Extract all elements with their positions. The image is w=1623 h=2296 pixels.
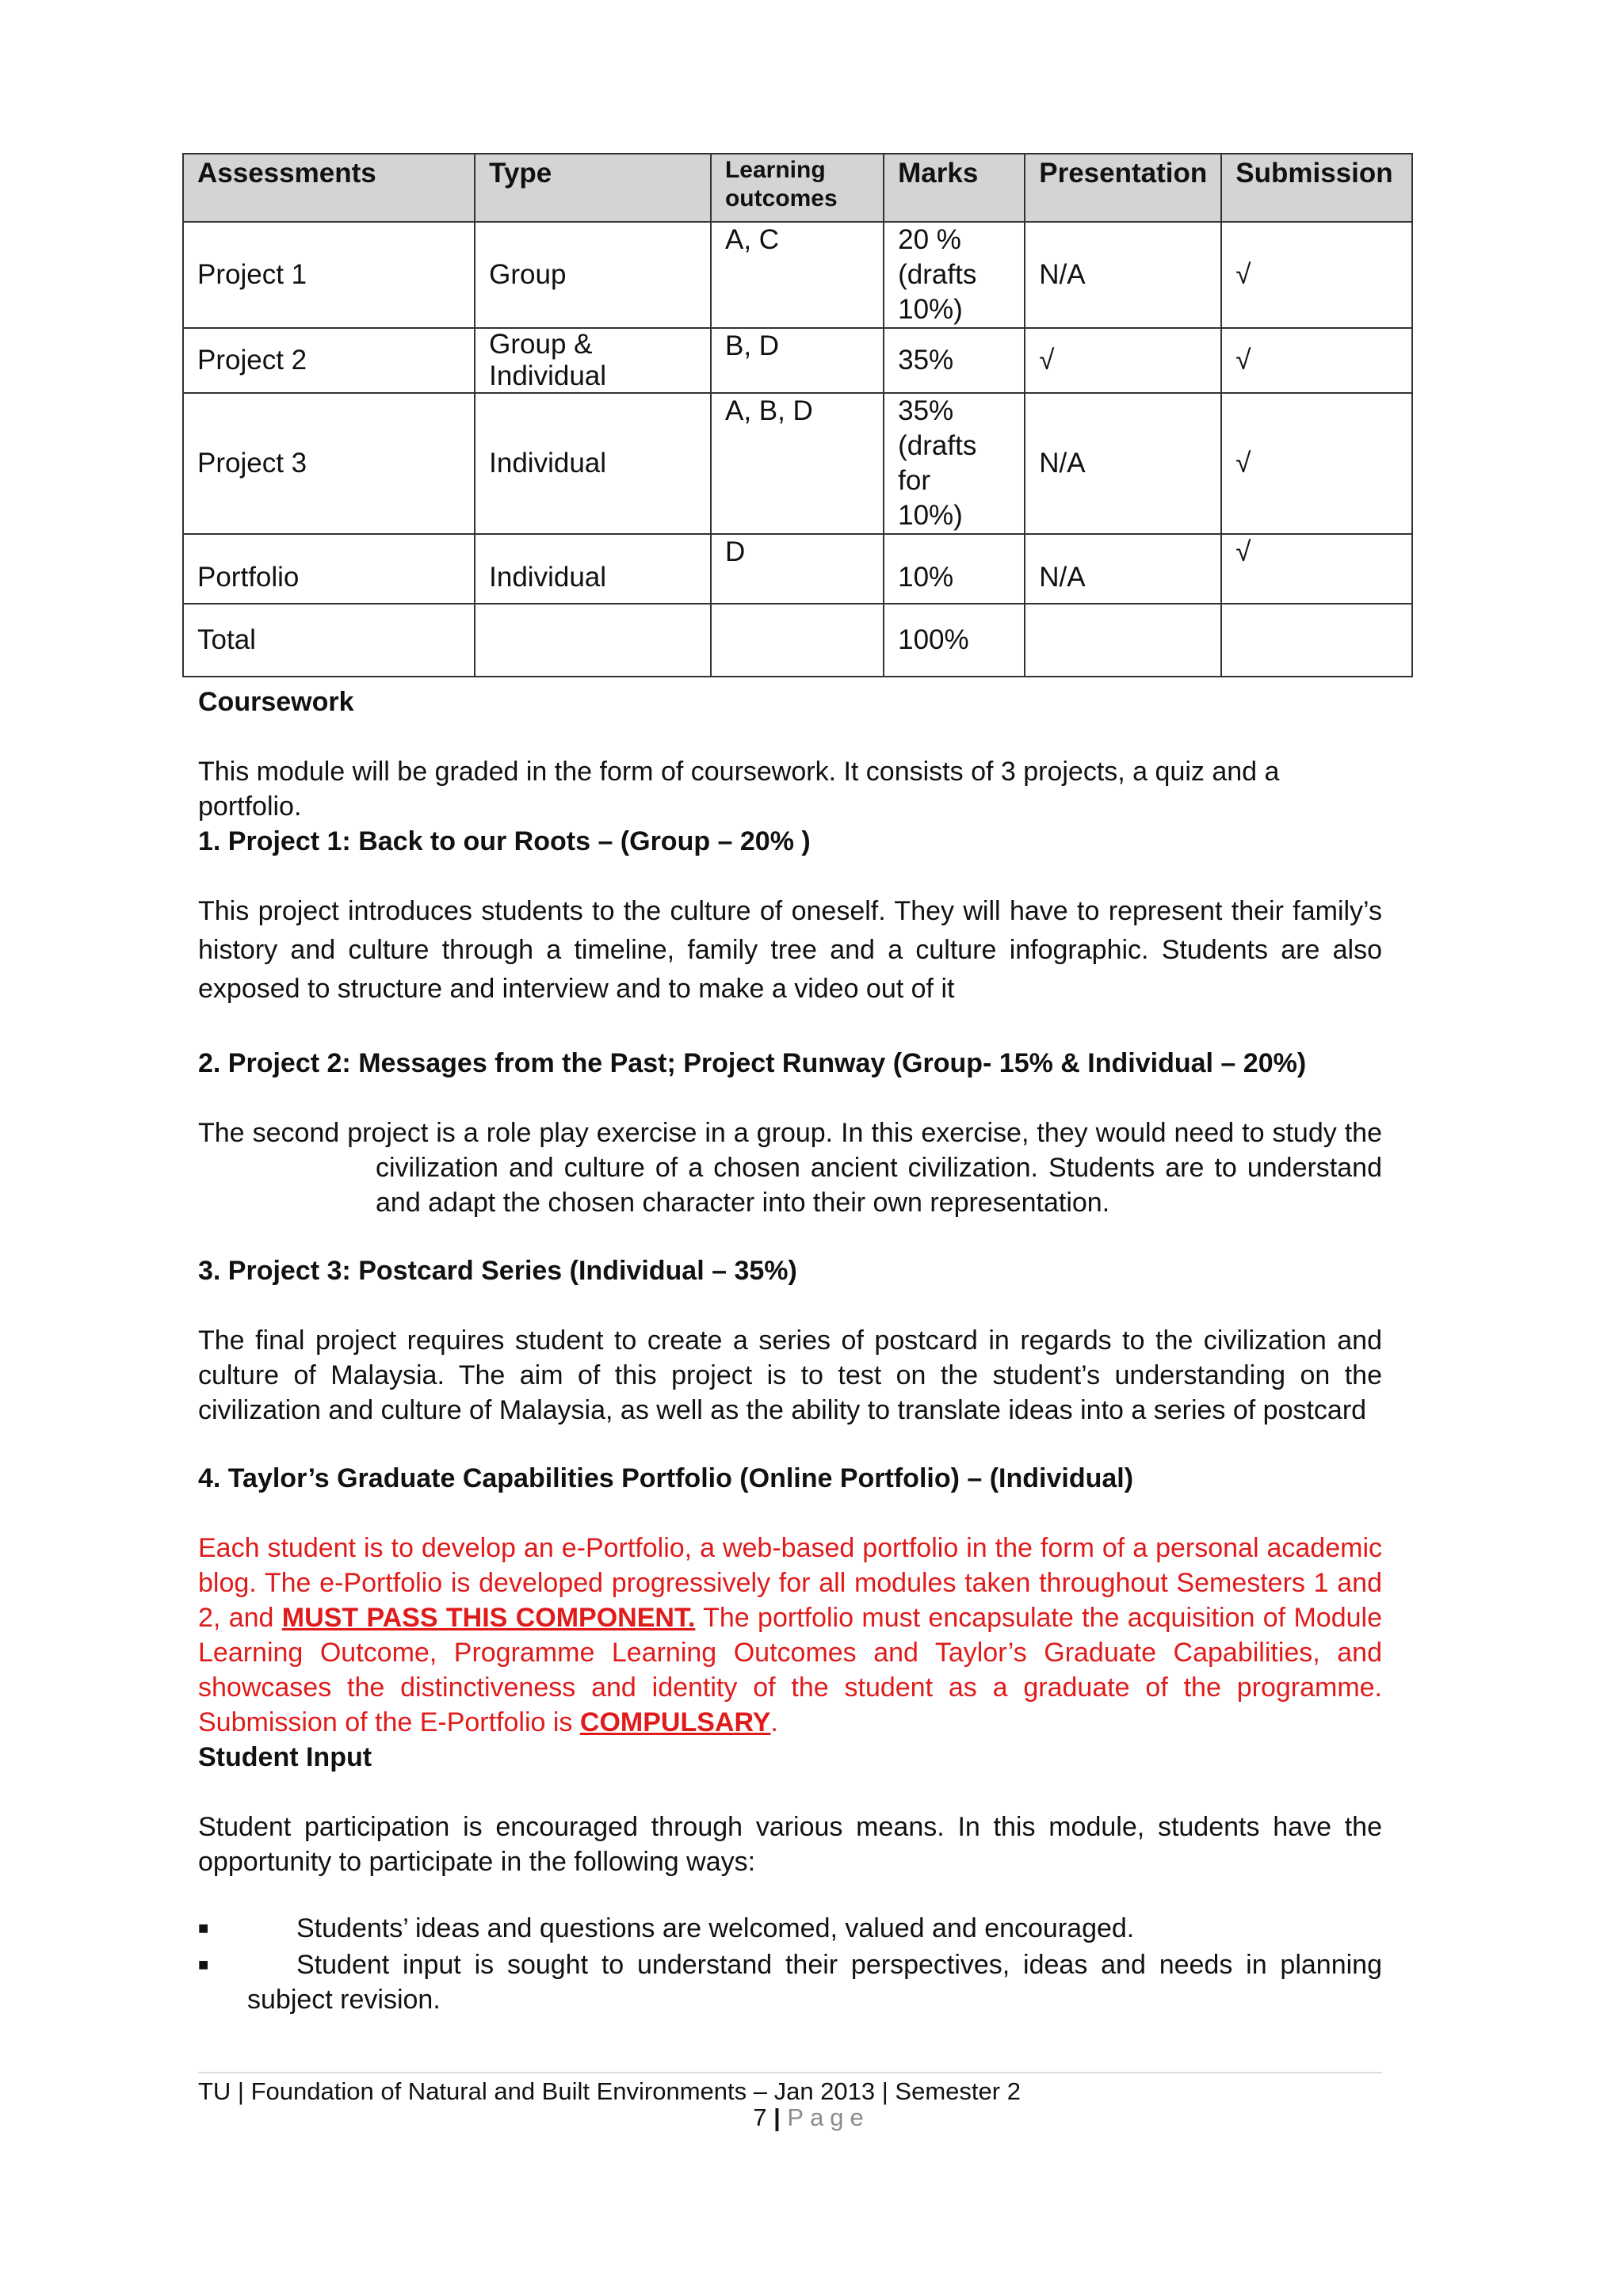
table-row bbox=[183, 222, 1412, 328]
project1-text: This project introduces students to the culture of oneself. They will have to represent their family’s history and culture through a timeline, family tree and a culture infographic. Students are also exposed to structure and interview and to make a video out of it bbox=[198, 896, 1382, 1004]
marks-line: 20 % bbox=[898, 224, 961, 255]
table-header-row bbox=[183, 154, 1412, 222]
cell-assessment: Total bbox=[183, 604, 475, 677]
project4-text-a: Each student is to develop an e-Portfolio, a web-based portfolio in the form of a personal academic blog. The e-Portfolio is developed progressively for all modules taken throughout Semesters 1 and 2, and bbox=[198, 1533, 1382, 1633]
cell-marks: 100% bbox=[884, 604, 1025, 677]
cell-presentation: √ bbox=[1025, 328, 1221, 393]
page-number bbox=[0, 2103, 1623, 2132]
cell-type: Individual bbox=[475, 534, 711, 604]
compulsary-emphasis: COMPULSARY bbox=[579, 1707, 771, 1737]
project2-heading: 2. Project 2: Messages from the Past; Project Runway (Group- 15% & Individual – 20%) bbox=[198, 1048, 1307, 1078]
cell-assessment: Project 1 bbox=[183, 222, 475, 328]
cell-presentation: N/A bbox=[1025, 534, 1221, 604]
header-presentation: Presentation bbox=[1025, 154, 1221, 222]
cell-presentation: N/A bbox=[1025, 222, 1221, 328]
cell-submission: √ bbox=[1221, 393, 1412, 534]
square-bullet-icon: ■ bbox=[198, 1955, 209, 1974]
footer-divider bbox=[198, 2072, 1382, 2073]
header-learning-outcomes: Learning outcomes bbox=[711, 154, 884, 222]
cell-outcomes: A, C bbox=[711, 222, 884, 328]
header-assessments: Assessments bbox=[183, 154, 475, 222]
marks-line: 10%) bbox=[898, 294, 963, 325]
cell-marks: 35% bbox=[884, 328, 1025, 393]
cell-outcomes: B, D bbox=[711, 328, 884, 393]
list-item bbox=[198, 1911, 1382, 1946]
list-item bbox=[198, 1947, 1382, 2017]
cell-marks: 10% bbox=[884, 534, 1025, 604]
cell-type: Group & Individual bbox=[475, 328, 711, 393]
cell-submission: √ bbox=[1221, 222, 1412, 328]
cell-marks bbox=[884, 222, 1025, 328]
project1-heading: 1. Project 1: Back to our Roots – (Group – 20% ) bbox=[198, 826, 811, 856]
marks-line: (drafts bbox=[898, 259, 977, 290]
bullet-text: Students’ ideas and questions are welcomed, valued and encouraged. bbox=[296, 1913, 1135, 1943]
footer-text: TU | Foundation of Natural and Built Environments – Jan 2013 | Semester 2 bbox=[198, 2077, 1021, 2105]
coursework-heading: Coursework bbox=[198, 687, 354, 717]
project3-text: The final project requires student to create a series of postcard in regards to the civilization and culture of Malaysia. The aim of this project is to test on the student’s understanding on the civilization and culture of Malaysia, as well as the ability to translate ideas into a series of postcard bbox=[198, 1325, 1382, 1425]
cell-assessment: Project 3 bbox=[183, 393, 475, 534]
marks-line: (drafts for bbox=[898, 430, 977, 496]
cell-type: Group bbox=[475, 222, 711, 328]
table-row bbox=[183, 393, 1412, 534]
marks-line: 10%) bbox=[898, 500, 963, 531]
cell-type: Individual bbox=[475, 393, 711, 534]
cell-submission: √ bbox=[1221, 534, 1412, 604]
square-bullet-icon: ■ bbox=[198, 1918, 209, 1938]
table-row bbox=[183, 604, 1412, 677]
project4-text-end: . bbox=[770, 1707, 778, 1737]
bullet-text: Student input is sought to understand their perspectives, ideas and needs in planning subject revision. bbox=[247, 1950, 1382, 2015]
header-marks: Marks bbox=[884, 154, 1025, 222]
cell-outcomes: A, B, D bbox=[711, 393, 884, 534]
page-label: Page bbox=[787, 2103, 870, 2131]
cell-outcomes bbox=[711, 604, 884, 677]
page-number-value: 7 bbox=[753, 2103, 767, 2131]
cell-outcomes: D bbox=[711, 534, 884, 604]
student-input-heading: Student Input bbox=[198, 1742, 372, 1772]
project2-text: The second project is a role play exercise in a group. In this exercise, they would need to study the civilization and culture of a chosen ancient civilization. Students are to understand and adapt the chosen character into their own representation. bbox=[198, 1118, 1382, 1218]
assessment-table bbox=[182, 153, 1413, 677]
cell-presentation bbox=[1025, 604, 1221, 677]
project4-text-b: The portfolio must encapsulate the acquisition of Module Learning Outcome, Programme Learning Outcomes and Taylor’s Graduate Capabilities, and showcases the distinctiveness and identity of the student as a graduate of the programme. Submission of the E-Portfolio is bbox=[198, 1603, 1382, 1737]
header-submission: Submission bbox=[1221, 154, 1412, 222]
student-input-intro: Student participation is encouraged through various means. In this module, students have the opportunity to participate in the following ways: bbox=[198, 1812, 1382, 1877]
table-row bbox=[183, 534, 1412, 604]
table-row bbox=[183, 328, 1412, 393]
cell-type bbox=[475, 604, 711, 677]
project4-text bbox=[198, 1531, 1382, 1740]
project3-heading: 3. Project 3: Postcard Series (Individual – 35%) bbox=[198, 1256, 797, 1286]
coursework-intro: This module will be graded in the form of coursework. It consists of 3 projects, a quiz and a portfolio. bbox=[198, 757, 1280, 822]
cell-assessment: Project 2 bbox=[183, 328, 475, 393]
must-pass-emphasis: MUST PASS THIS COMPONENT. bbox=[281, 1603, 696, 1633]
cell-submission bbox=[1221, 604, 1412, 677]
header-type: Type bbox=[475, 154, 711, 222]
cell-assessment: Portfolio bbox=[183, 534, 475, 604]
cell-marks bbox=[884, 393, 1025, 534]
page-separator: | bbox=[773, 2103, 781, 2131]
cell-submission: √ bbox=[1221, 328, 1412, 393]
marks-line: 35% bbox=[898, 395, 954, 426]
project4-heading: 4. Taylor’s Graduate Capabilities Portfolio (Online Portfolio) – (Individual) bbox=[198, 1463, 1134, 1493]
cell-presentation: N/A bbox=[1025, 393, 1221, 534]
